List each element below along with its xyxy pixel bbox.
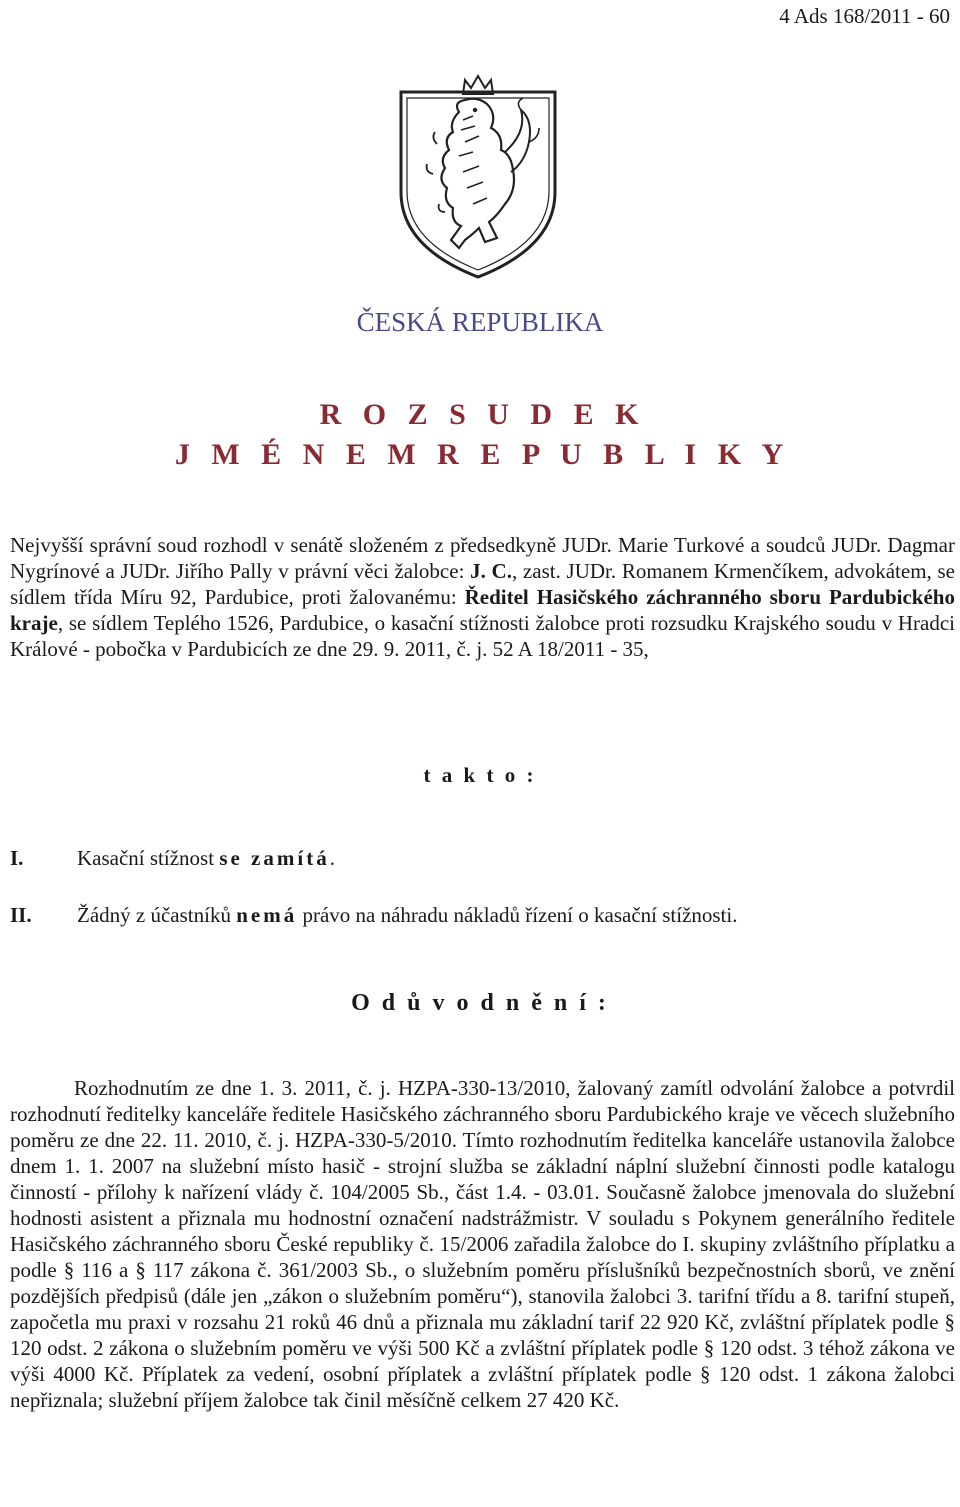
reasoning-paragraph: Rozhodnutím ze dne 1. 3. 2011, č. j. HZPA-330-13/2010, žalovaný zamítl odvolání žalobce a potvrdil rozhodnutí ředitelky kanceláře ředitele Hasičského záchranného sboru Pardubického kraje ve věcech služebního poměru ze dne 22. 11. 2010, č. j. HZPA-330-5/2010. Tímto rozhodnutím ředitelka kanceláře ustanovila žalobce dnem 1. 1. 2007 na služební místo hasič - strojní služba se základní náplní služební činnosti podle katalogu činností - přílohy k nařízení vlády č. 104/2005 Sb., část 1.4. - 03.01. Současně žalobce jmenovala do služební hodnosti asistent a přiznala mu hodnostní označení nadstrážmistr. V souladu s Pokynem generálního ředitele Hasičského záchranného sboru České republiky č. 15/2006 zařadila žalobce do I. skupiny zvláštního příplatku a podle § 116 a § 117 zákona č. 361/2003 Sb., o služebním poměru příslušníků bezpečnostních sborů, ve znění pozdějších předpisů (dále jen „zákon o služebním poměru“), stanovila žalobci 3. tarifní třídu a 8. tarifní stupeň, započetla mu praxi v rozsahu 21 roků 46 dnů a přiznala mu základní tarif 22 920 Kč, zvláštní příplatek podle § 120 odst. 2 zákona o služebním poměru ve výši 500 Kč a zvláštní příplatek podle § 120 odst. 3 téhož zákona ve výši 4000 Kč. Příplatek za vedení, osobní příplatek a zvláštní příplatek podle § 120 odst. 1 zákona žalobci nepřiznala; služební příjem žalobce tak činil měsíčně celkem 27 420 Kč. <box>10 1076 955 1412</box>
reasoning-heading: O d ů v o d n ě n í : <box>351 990 609 1016</box>
takto-heading: t a k t o : <box>423 763 537 787</box>
verdict-text-a: Kasační stížnost <box>77 846 220 870</box>
verdict-emphasis: se zamítá <box>219 846 330 870</box>
verdict-text <box>77 903 737 928</box>
verdict-text <box>77 846 335 871</box>
judgment-title: R O Z S U D E K <box>319 398 641 431</box>
introduction-paragraph <box>10 532 955 662</box>
case-reference: 4 Ads 168/2011 - 60 <box>779 4 950 28</box>
defendant-name: Ředitel Hasičského záchranného sboru Pardubického kraje <box>10 585 955 635</box>
czech-lion-coat-of-arms-icon <box>393 72 563 282</box>
intro-text-c: , se sídlem Teplého 1526, Pardubice, o kasační stížnosti žalobce proti rozsudku Krajského soudu v Hradci Králové - pobočka v Pardubicích ze dne 29. 9. 2011, č. j. 52 A 18/2011 - 35, <box>10 611 955 661</box>
plaintiff-name: J. C. <box>470 559 512 583</box>
intro-text-a: Nejvyšší správní soud rozhodl v senátě složeném z předsedkyně JUDr. Marie Turkové a soudců JUDr. Dagmar Nygrínové a JUDr. Jiřího Pally v právní věci žalobce: <box>10 533 955 583</box>
verdict-emphasis: nemá <box>236 903 298 927</box>
verdict-number: I. <box>10 846 24 870</box>
country-heading: ČESKÁ REPUBLIKA <box>356 307 604 337</box>
verdict-text-b: právo na náhradu nákladů řízení o kasační stížnosti. <box>297 903 738 927</box>
verdict-number: II. <box>10 903 32 927</box>
intro-text-b: , zast. JUDr. Romanem Krmenčíkem, advokátem, se sídlem třída Míru 92, Pardubice, proti žalovanému: <box>10 559 955 609</box>
verdict-text-b: . <box>329 846 335 870</box>
judgment-subtitle: J M É N E M R E P U B L I K Y <box>174 438 786 471</box>
verdict-text-a: Žádný z účastníků <box>77 903 237 927</box>
